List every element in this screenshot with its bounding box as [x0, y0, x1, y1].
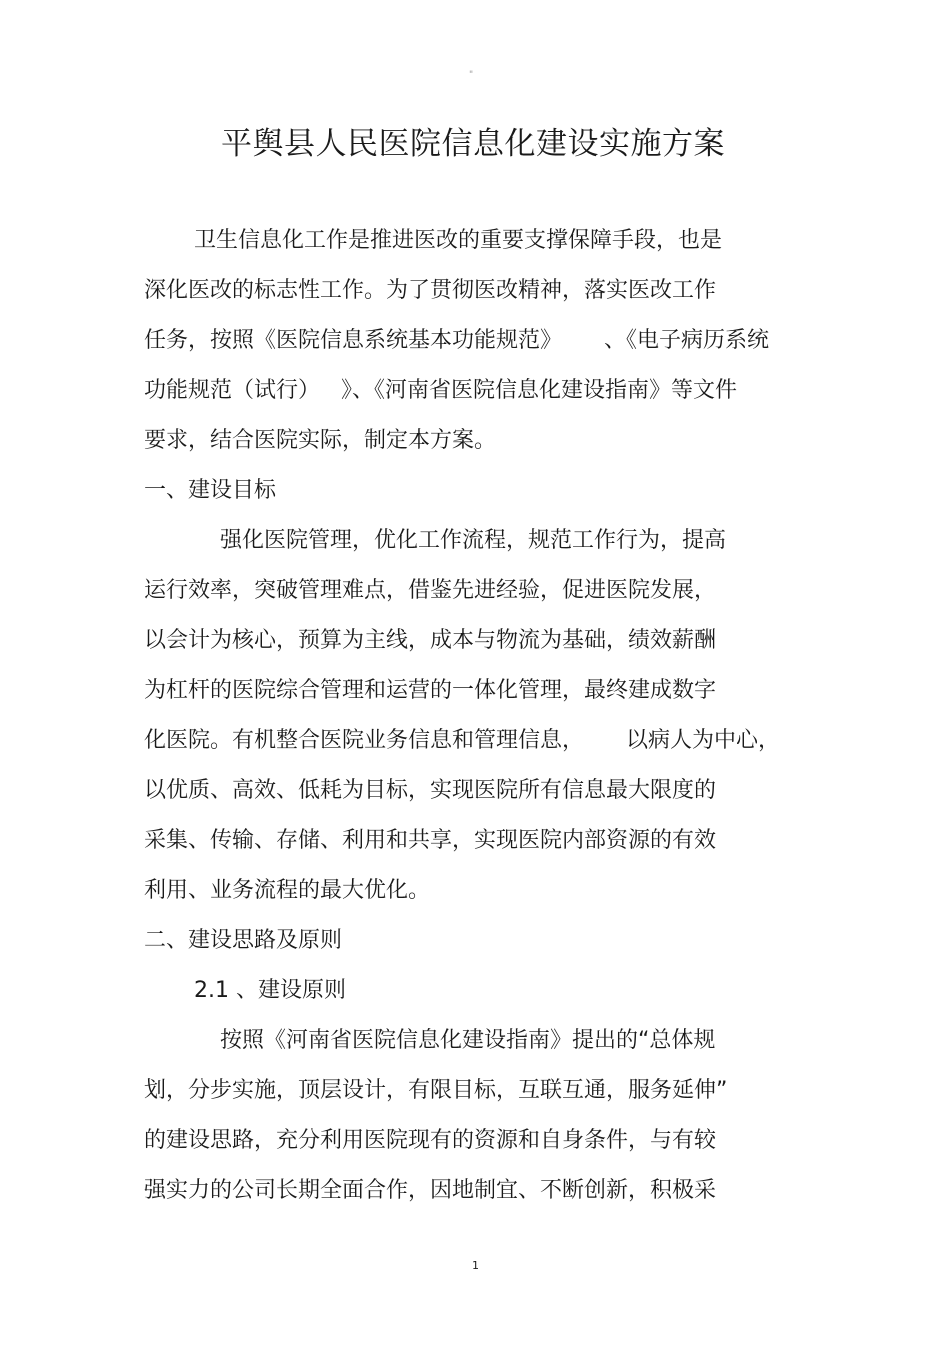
paragraph-line: 深化医改的标志性工作。为了贯彻医改精神，落实医改工作 — [144, 278, 717, 303]
paragraph-line: 为杠杆的医院综合管理和运营的一体化管理，最终建成数字 — [144, 678, 717, 703]
section-heading: 二、建设思路及原则 — [144, 928, 343, 953]
paragraph-line: 强化医院管理，优化工作流程，规范工作行为，提高 — [220, 528, 727, 553]
subsection-heading: 2.1 、建设原则 — [194, 978, 346, 1003]
paragraph-line: 功能规范（试行） 》、《河南省医院信息化建设指南》等文件 — [144, 378, 737, 403]
paragraph-line: 以会计为核心，预算为主线，成本与物流为基础，绩效薪酬 — [144, 628, 717, 653]
paragraph-line: 利用、业务流程的最大优化。 — [144, 878, 431, 903]
paragraph-line: 运行效率，突破管理难点，借鉴先进经验，促进医院发展， — [144, 578, 717, 603]
page-title: 平舆县人民医院信息化建设实施方案 — [221, 126, 725, 162]
paragraph-line: 强实力的公司长期全面合作，因地制宜、不断创新，积极采 — [144, 1178, 717, 1203]
paragraph-line: 的建设思路，充分利用医院现有的资源和自身条件，与有较 — [144, 1128, 717, 1153]
paragraph-line: 任务，按照《医院信息系统基本功能规范》 、《电子病历系统 — [144, 328, 769, 353]
paragraph-line: 划，分步实施，顶层设计，有限目标，互联互通，服务延伸” — [144, 1078, 728, 1103]
paragraph-line: 化医院。有机整合医院业务信息和管理信息， 以病人为中心， — [144, 728, 780, 753]
paragraph-line: 要求，结合医院实际，制定本方案。 — [144, 428, 497, 453]
paragraph-line: 采集、传输、存储、利用和共享，实现医院内部资源的有效 — [144, 828, 717, 853]
header-mark: " — [469, 70, 474, 80]
paragraph-line: 按照《河南省医院信息化建设指南》提出的“总体规 — [220, 1028, 716, 1053]
page-number: 1 — [472, 1259, 479, 1272]
paragraph-line: 以优质、高效、低耗为目标，实现医院所有信息最大限度的 — [144, 778, 717, 803]
paragraph-line: 卫生信息化工作是推进医改的重要支撑保障手段，也是 — [194, 228, 723, 253]
section-heading: 一、建设目标 — [144, 478, 277, 503]
